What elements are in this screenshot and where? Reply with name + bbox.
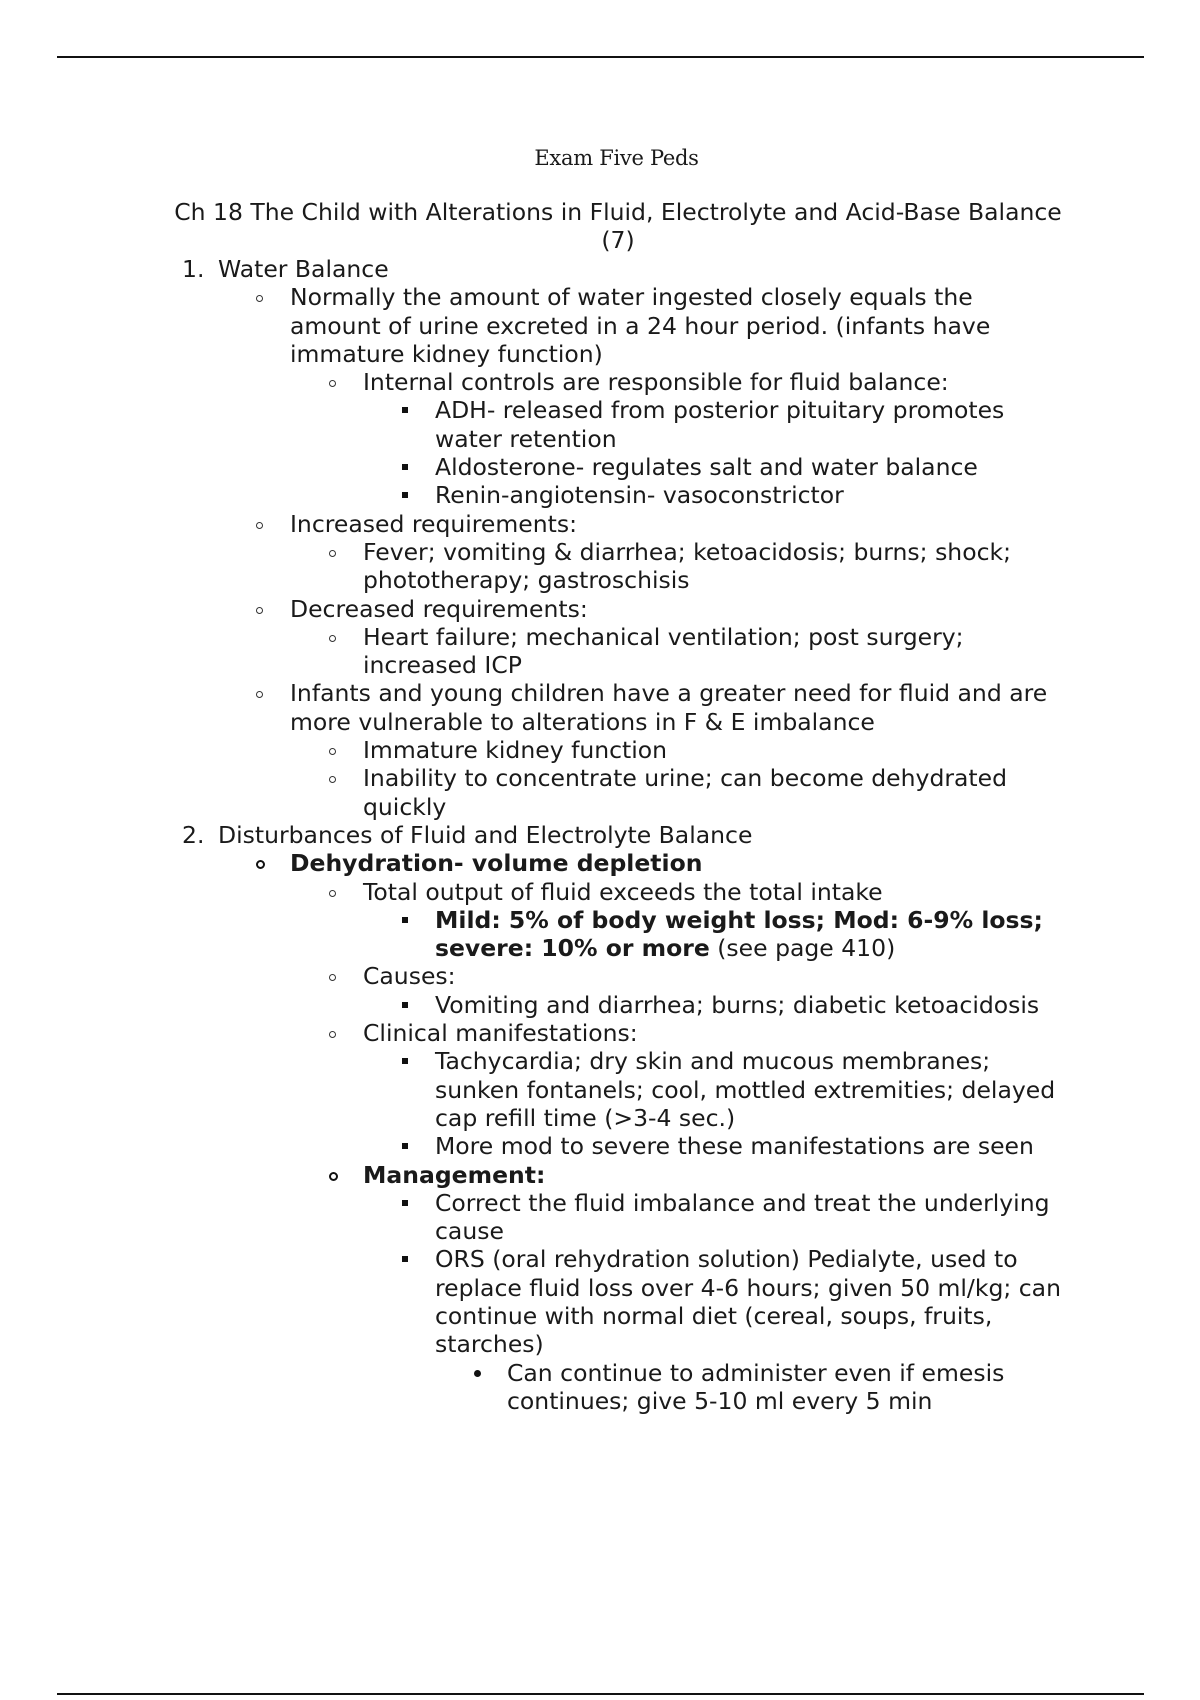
chapter-heading [155,198,1081,254]
section-2-title: Disturbances of Fluid and Electrolyte Balance [218,820,753,849]
list-item-internal-controls: Internal controls are responsible for fluid balance: [0,368,1200,396]
list-item-normally: Normally the amount of water ingested closely equals the amount of urine excreted in a 24 hour period. (infants have immature kidney function) [0,283,1200,368]
hollow-circle-bullet-icon [329,635,336,642]
square-bullet-icon [402,492,408,498]
section-1-title: Water Balance [218,255,389,283]
list-item-infants: Infants and young children have a greater need for fluid and are more vulnerable to alterations in F & E imbalance [0,679,1200,736]
list-item-causes: Causes: [0,962,1200,990]
list-item-emesis: Can continue to administer even if emesis continues; give 5-10 ml every 5 min [0,1359,1200,1416]
list-item-dehydration: Dehydration- volume depletion [0,849,1200,877]
list-item-total-output: Total output of fluid exceeds the total intake [0,878,1200,906]
hollow-circle-bullet-icon [256,522,263,529]
hollow-circle-bullet-icon [329,380,336,387]
square-bullet-icon [402,1200,408,1206]
hollow-circle-bullet-icon [256,607,263,614]
list-item-more-mod: More mod to severe these manifestations are seen [0,1132,1200,1160]
document-title: Exam Five Peds [534,146,699,170]
hollow-circle-bullet-icon [329,974,336,981]
header-rule [57,56,1144,58]
outline [0,255,1200,1415]
list-item-adh: ADH- released from posterior pituitary promotes water retention [0,396,1200,453]
section-2-number: 2. [182,820,205,849]
list-item-management: Management: [0,1161,1200,1189]
hollow-circle-bullet-icon [256,691,263,698]
square-bullet-icon [402,917,408,923]
square-bullet-icon [402,407,408,413]
list-item-tachycardia: Tachycardia; dry skin and mucous membranes; sunken fontanels; cool, mottled extremities; delayed cap refill time (>3-4 sec.) [0,1047,1200,1132]
square-bullet-icon [402,1256,408,1262]
list-item-fever: Fever; vomiting & diarrhea; ketoacidosis; burns; shock; phototherapy; gastroschisis [0,538,1200,595]
square-bullet-icon [402,1143,408,1149]
list-item-immature-kidney: Immature kidney function [0,736,1200,764]
solid-dot-bullet-icon [474,1370,481,1377]
hollow-circle-bullet-icon [256,295,263,302]
section-2-heading [0,821,1200,849]
list-item-inability: Inability to concentrate urine; can become dehydrated quickly [0,764,1200,821]
square-bullet-icon [402,464,408,470]
list-item-increased: Increased requirements: [0,510,1200,538]
list-item-aldosterone: Aldosterone- regulates salt and water balance [0,453,1200,481]
hollow-circle-bullet-icon [329,890,336,897]
hollow-circle-bullet-icon [329,550,336,557]
section-1-heading [0,255,1200,283]
list-item-heart-failure: Heart failure; mechanical ventilation; post surgery; increased ICP [0,623,1200,680]
list-item-severity: Mild: 5% of body weight loss; Mod: 6-9% loss; severe: 10% or more (see page 410) [0,906,1200,963]
list-item-decreased: Decreased requirements: [0,595,1200,623]
list-item-ors: ORS (oral rehydration solution) Pedialyte, used to replace fluid loss over 4-6 hours; given 50 ml/kg; can continue with normal diet (cereal, soups, fruits, starches) [0,1245,1200,1358]
bold-circle-bullet-icon [256,860,265,869]
hollow-circle-bullet-icon [329,1031,336,1038]
bold-circle-bullet-icon [329,1172,338,1181]
chapter-heading-line2: (7) [601,226,635,254]
list-item-correct: Correct the fluid imbalance and treat the underlying cause [0,1189,1200,1246]
hollow-circle-bullet-icon [329,776,336,783]
chapter-heading-line1: Ch 18 The Child with Alterations in Fluid, Electrolyte and Acid-Base Balance [174,198,1062,226]
footer-rule [57,1693,1144,1695]
list-item-clinical: Clinical manifestations: [0,1019,1200,1047]
list-item-renin: Renin-angiotensin- vasoconstrictor [0,481,1200,509]
list-item-vomiting: Vomiting and diarrhea; burns; diabetic ketoacidosis [0,991,1200,1019]
square-bullet-icon [402,1002,408,1008]
square-bullet-icon [402,1058,408,1064]
section-1-number: 1. [182,255,205,283]
hollow-circle-bullet-icon [329,748,336,755]
